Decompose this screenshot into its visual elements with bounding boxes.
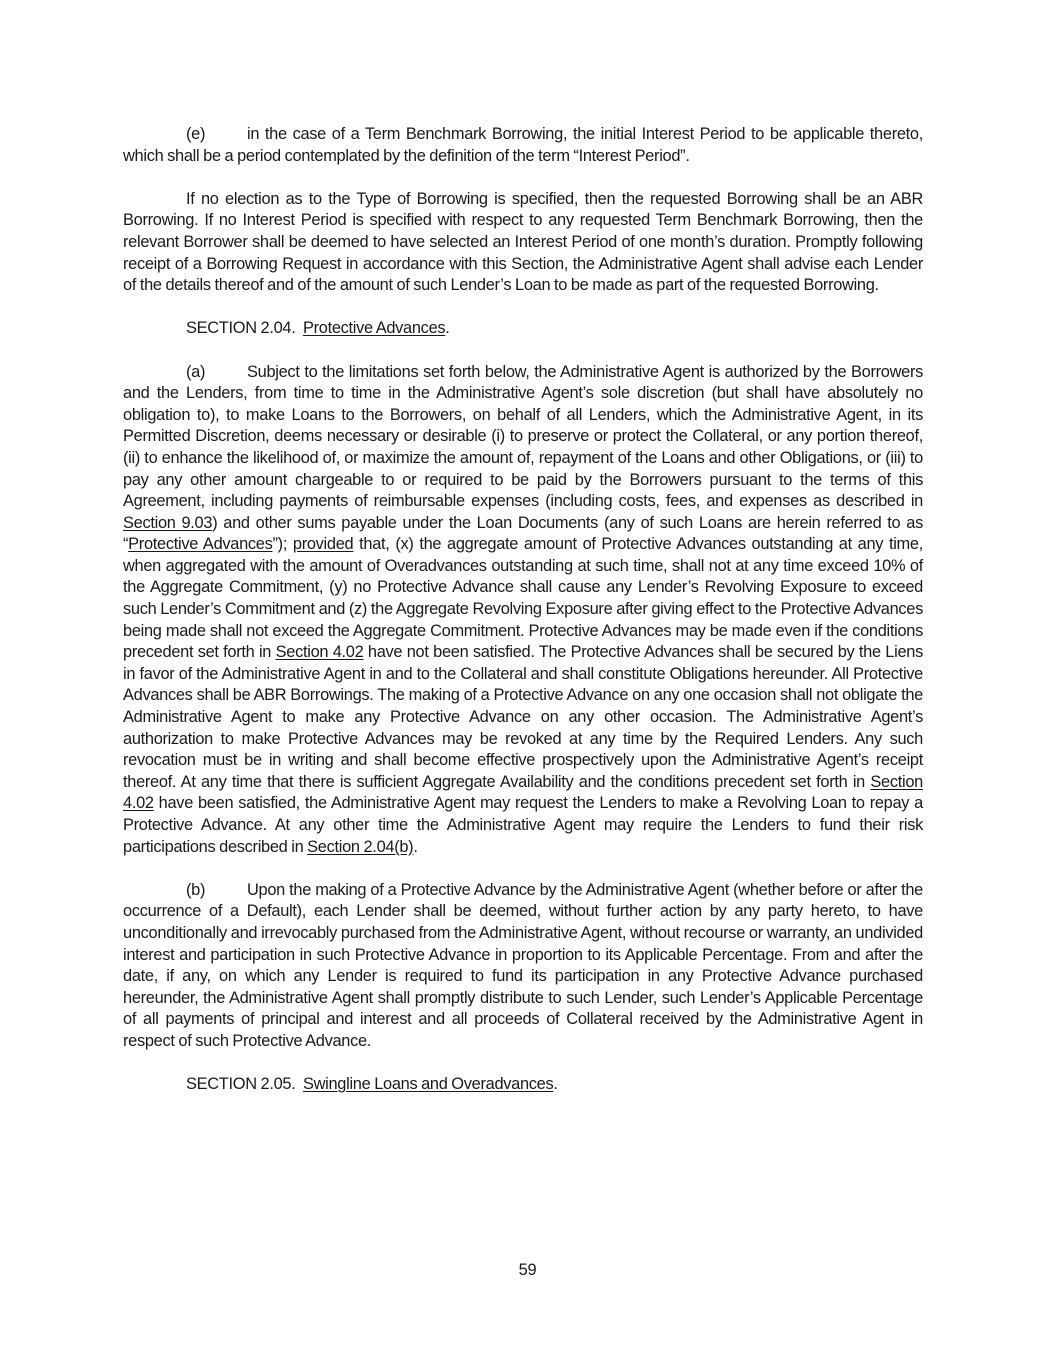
no-election-paragraph: If no election as to the Type of Borrowing is specified, then the requested Borrowing shall be an ABR Borrowing. If no Interest Period is specified with respect to any requested Term Benchmark Borrowing, then the relevant Borrower shall be deemed to have selected an Interest Period of one month’s duration. Promptly following receipt of a Borrowing Request in accordance with this Section, the Administrative Agent shall advise each Lender of the details thereof and of the amount of such Lender’s Loan to be made as part of the requested Borrowing.: [123, 189, 923, 295]
section-2-04-heading: [186, 318, 923, 340]
section-2-05-title: Swingline Loans and Overadvances: [302, 1075, 554, 1094]
clause-a-text-5: have not been satisfied. The Protective Advances shall be secured by the Liens in favor of the Administrative Agent in and to the Collateral and shall constitute Obligations hereunder. All Protective Advances shall be ABR Borrowings. The making of a Protective Advance on any one occasion shall not obligate the Administrative Agent to make any Protective Advance on any other occasion. The Administrative Agent’s authorization to make Protective Advances may be revoked at any time by the Required Lenders. Any such revocation must be in writing and shall become effective prospectively upon the Administrative Agent’s receipt thereof. At any time that there is sufficient Aggregate Availability and the conditions precedent set forth in: [123, 643, 923, 791]
section-2-05-number: SECTION 2.05.: [186, 1075, 296, 1094]
section-2-05-period: .: [553, 1075, 558, 1094]
clause-a-paragraph: [123, 362, 923, 859]
clause-e-label: (e): [186, 125, 206, 143]
section-2-04-period: .: [445, 319, 450, 338]
section-4-02-reference-2: Section 4.02: [123, 772, 923, 813]
page-number: 59: [518, 1261, 537, 1279]
provided-term: provided: [292, 535, 354, 554]
clause-b-label: (b): [186, 880, 206, 899]
section-2-04-title: Protective Advances: [302, 319, 446, 338]
section-2-05-heading: [186, 1074, 923, 1096]
section-9-03-reference: Section 9.03: [123, 513, 213, 532]
document-body: [123, 124, 923, 1117]
section-4-02-reference-1: Section 4.02: [275, 643, 364, 662]
clause-a-text-3: ”);: [272, 535, 293, 554]
clause-b-paragraph: [123, 880, 923, 1053]
clause-a-text-4: that, (x) the aggregate amount of Protective Advances outstanding at any time, when aggregated with the amount of Overadvances outstanding at such time, shall not at any time exceed 10% of the Aggregate Commitment, (y) no Protective Advance shall cause any Lender’s Revolving Exposure to exceed such Lender’s Commitment and (z) the Aggregate Revolving Exposure after giving effect to the Protective Advances being made shall not exceed the Aggregate Commitment. Protective Advances may be made even if the conditions precedent set forth in: [123, 535, 923, 662]
clause-a-text-6: have been satisfied, the Administrative Agent may request the Lenders to make a Revolving Loan to repay a Protective Advance. At any other time the Administrative Agent may require the Lenders to fund their risk participations described in: [123, 794, 923, 856]
clause-b-text: Upon the making of a Protective Advance by the Administrative Agent (whether before or after the occurrence of a Default), each Lender shall be deemed, without further action by any party hereto, to have unconditionally and irrevocably purchased from the Administrative Agent, without recourse or warranty, an undivided interest and participation in such Protective Advance in proportion to its Applicable Percentage. From and after the date, if any, on which any Lender is required to fund its participation in any Protective Advance purchased hereunder, the Administrative Agent shall promptly distribute to such Lender, such Lender’s Applicable Percentage of all payments of principal and interest and all proceeds of Collateral received by the Administrative Agent in respect of such Protective Advance.: [123, 880, 923, 1050]
clause-e-paragraph: [123, 124, 923, 167]
section-2-04-number: SECTION 2.04.: [186, 319, 296, 338]
clause-a-text-1: Subject to the limitations set forth below, the Administrative Agent is authorized by the Borrowers and the Lenders, from time to time in the Administrative Agent’s sole discretion (but shall have absolutely no obligation to), to make Loans to the Borrowers, on behalf of all Lenders, which the Administrative Agent, in its Permitted Discretion, deems necessary or desirable (i) to preserve or protect the Collateral, or any portion thereof, (ii) to enhance the likelihood of, or maximize the amount of, repayment of the Loans and other Obligations, or (iii) to pay any other amount chargeable to or required to be paid by the Borrowers pursuant to the terms of this Agreement, including payments of reimbursable expenses (including costs, fees, and expenses as described in: [123, 362, 923, 511]
clause-a-label: (a): [186, 362, 206, 381]
clause-a-text-7: .: [413, 837, 418, 856]
protective-advances-term: Protective Advances: [128, 535, 273, 554]
section-2-04b-reference: Section 2.04(b): [307, 837, 414, 856]
clause-a-text-2: ) and other sums payable under the Loan Documents (any of such Loans are herein referred to as “: [123, 513, 924, 554]
clause-e-text: in the case of a Term Benchmark Borrowing, the initial Interest Period to be applicable thereto, which shall be a period contemplated by the definition of the term “Interest Period”.: [123, 125, 923, 165]
